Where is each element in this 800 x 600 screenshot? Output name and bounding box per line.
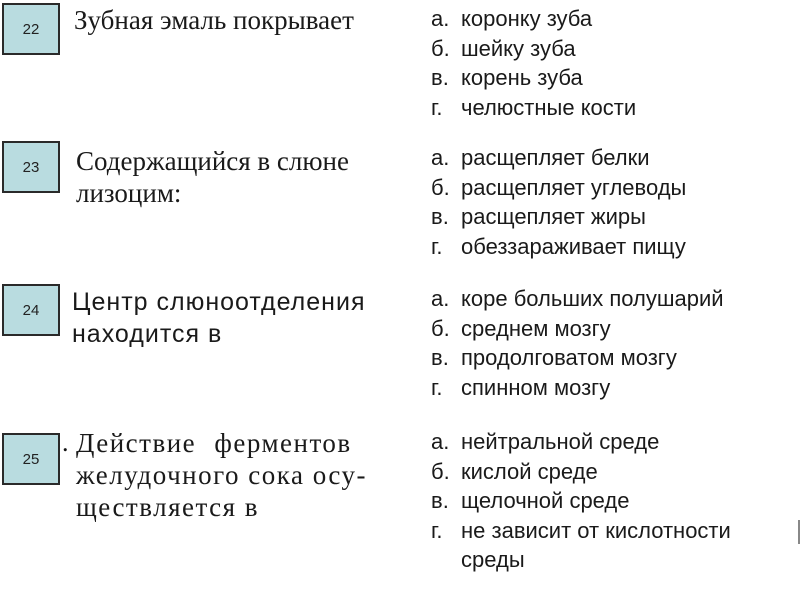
option-letter: в.: [431, 204, 449, 229]
answer-option-v[interactable]: [431, 343, 724, 373]
option-text: обеззараживает пищу: [461, 233, 686, 259]
option-letter: б.: [431, 458, 450, 484]
option-text: корень зуба: [461, 65, 583, 90]
question-text-line: находится в: [72, 320, 223, 348]
question-text-line: желудочного сока осу-: [76, 460, 367, 490]
question-text: [76, 145, 349, 209]
answer-option-b[interactable]: [431, 457, 731, 487]
question-number-badge: 24: [2, 284, 60, 336]
answer-option-g[interactable]: [431, 93, 636, 123]
option-letter: г.: [431, 94, 443, 120]
question-text-line: лизоцим:: [76, 178, 182, 208]
option-letter: б.: [431, 174, 450, 200]
answer-options: [431, 143, 686, 261]
question-text-line: ществляется в: [76, 492, 260, 522]
option-text: шейку зуба: [461, 35, 576, 61]
answer-option-a[interactable]: [431, 143, 686, 173]
question-text: [76, 427, 367, 523]
option-letter: а.: [431, 6, 450, 31]
option-text: кислой среде: [461, 458, 598, 484]
question-prefix: .: [62, 428, 69, 457]
option-letter: б.: [431, 35, 450, 61]
option-text: продолговатом мозгу: [461, 345, 677, 370]
option-text: челюстные кости: [461, 94, 637, 120]
question-text-line: Действие ферментов: [76, 428, 352, 458]
option-letter: а.: [431, 145, 450, 170]
question-text: [72, 286, 366, 350]
option-text: расщепляет белки: [461, 145, 650, 170]
answer-option-a[interactable]: [431, 427, 731, 457]
option-text: расщепляет жиры: [461, 204, 646, 229]
option-letter: г.: [431, 233, 443, 259]
option-letter: а.: [431, 286, 450, 311]
answer-options: [431, 284, 724, 402]
option-letter: б.: [431, 315, 450, 341]
option-letter: г.: [431, 374, 443, 400]
option-letter: в.: [431, 345, 449, 370]
option-text: нейтральной среде: [461, 429, 660, 454]
option-text: коре больших полушарий: [461, 286, 724, 311]
option-letter: в.: [431, 65, 449, 90]
answer-option-g[interactable]: [431, 373, 724, 403]
answer-option-b[interactable]: [431, 34, 636, 64]
question-text-line: Содержащийся в слюне: [76, 146, 349, 176]
answer-option-v[interactable]: [431, 202, 686, 232]
question-number-badge: 25: [2, 433, 60, 485]
answer-option-a[interactable]: [431, 4, 636, 34]
question-text-line: Центр слюноотделения: [72, 288, 366, 316]
option-text: щелочной среде: [461, 488, 630, 513]
question-text: Зубная эмаль покрывает: [74, 5, 354, 35]
answer-option-g[interactable]: [431, 232, 686, 262]
answer-option-a[interactable]: [431, 284, 724, 314]
answer-options: [431, 427, 731, 575]
answer-options: [431, 4, 636, 122]
option-text: среднем мозгу: [461, 315, 611, 341]
option-text: коронку зуба: [461, 6, 593, 31]
answer-option-b[interactable]: [431, 314, 724, 344]
answer-option-b[interactable]: [431, 173, 686, 203]
option-text: расщепляет углеводы: [461, 174, 687, 200]
option-letter: в.: [431, 488, 449, 513]
answer-option-v[interactable]: [431, 486, 731, 516]
option-text-continuation: среды: [461, 547, 525, 572]
question-number-badge: 22: [2, 3, 60, 55]
option-letter: г.: [431, 517, 443, 543]
answer-option-g[interactable]: [431, 516, 731, 575]
option-letter: а.: [431, 429, 450, 454]
question-number-badge: 23: [2, 141, 60, 193]
answer-option-v[interactable]: [431, 63, 636, 93]
option-text: не зависит от кислотности: [461, 517, 731, 543]
option-text: спинном мозгу: [461, 374, 611, 400]
